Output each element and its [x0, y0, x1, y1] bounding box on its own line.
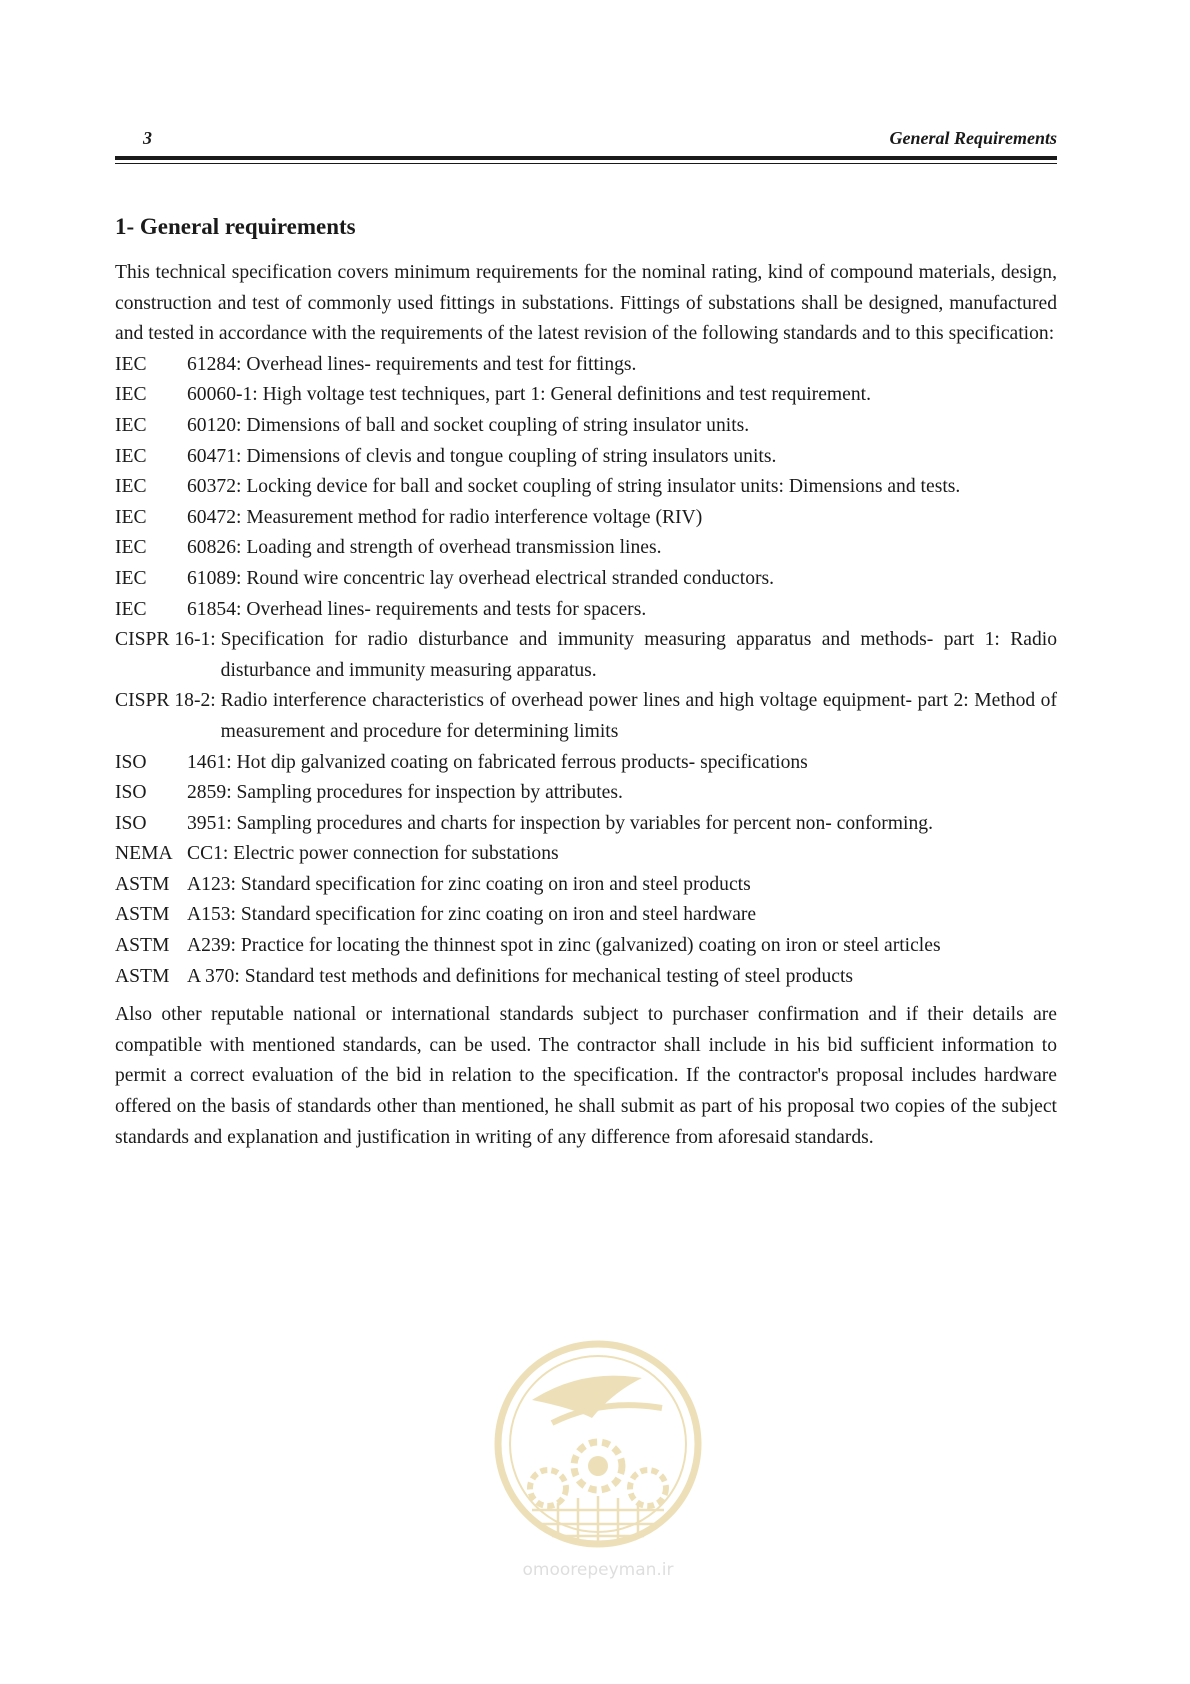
standard-org: ISO: [115, 751, 147, 773]
standard-org: ISO: [115, 812, 147, 834]
standard-text: CC1: Electric power connection for substations: [187, 843, 559, 865]
standard-text: A 370: Standard test methods and definitions for mechanical testing of steel products: [187, 965, 854, 987]
standard-org: IEC: [115, 537, 147, 559]
standard-text: 60372: Locking device for ball and socket coupling of string insulator units: Dimensions and tests.: [187, 476, 961, 498]
standard-org: IEC: [115, 445, 147, 467]
list-item: [115, 595, 1057, 626]
list-item: [115, 686, 1057, 747]
standard-text: 61089: Round wire concentric lay overhead electrical stranded conductors.: [187, 567, 775, 589]
standard-code: [169, 625, 220, 656]
standard-code-value: 18-2:: [174, 690, 216, 712]
list-item: [115, 931, 1057, 962]
document-body: [115, 258, 1057, 1153]
standard-text: A153: Standard specification for zinc coating on iron and steel hardware: [187, 904, 757, 926]
list-item: [115, 564, 1057, 595]
list-item: [115, 962, 1057, 993]
list-item: [115, 809, 1057, 840]
standard-org: IEC: [115, 384, 147, 406]
standard-org: IEC: [115, 414, 147, 436]
standard-org: IEC: [115, 506, 147, 528]
list-item: [115, 870, 1057, 901]
standard-org: ISO: [115, 782, 147, 804]
standard-text: Specification for radio disturbance and immunity measuring apparatus and methods- part 1: Radio disturbance and immunity measuring apparatus.: [220, 629, 1057, 681]
running-title: General Requirements: [889, 128, 1057, 148]
standard-text: A123: Standard specification for zinc coating on iron and steel products: [187, 873, 751, 895]
page-header: [115, 128, 1057, 154]
standard-text: 61854: Overhead lines- requirements and tests for spacers.: [187, 598, 647, 620]
standard-text: 60060-1: High voltage test techniques, part 1: General definitions and test requirement.: [187, 384, 871, 406]
list-item: [115, 625, 1057, 686]
list-item: [115, 839, 1057, 870]
list-item: [115, 778, 1057, 809]
standard-text: A239: Practice for locating the thinnest spot in zinc (galvanized) coating on iron or steel articles: [187, 935, 941, 957]
standard-org: IEC: [115, 598, 147, 620]
standard-org: ASTM: [115, 873, 170, 895]
list-item: [115, 900, 1057, 931]
standard-code-value: 16-1:: [174, 629, 216, 651]
list-item: [115, 533, 1057, 564]
standard-text: 2859: Sampling procedures for inspection by attributes.: [187, 782, 623, 804]
list-item: [115, 411, 1057, 442]
standard-org: CISPR: [115, 690, 170, 712]
standard-text: 3951: Sampling procedures and charts for inspection by variables for percent non- conforming.: [187, 812, 933, 834]
standard-text: 60471: Dimensions of clevis and tongue coupling of string insulators units.: [187, 445, 777, 467]
standard-text: 60472: Measurement method for radio interference voltage (RIV): [187, 506, 703, 528]
list-item: [115, 380, 1057, 411]
list-item: [115, 350, 1057, 381]
intro-paragraph: This technical specification covers minimum requirements for the nominal rating, kind of compound materials, design, construction and test of commonly used fittings in substations. Fittings of substations shall be designed, manufactured and tested in accordance with the requirements of the latest revision of the following standards and to this specification:: [115, 262, 1057, 345]
standard-code: [169, 686, 220, 717]
page-number: 3: [143, 128, 152, 148]
header-rule-thick: [115, 156, 1057, 160]
watermark-site-text: omoorepeyman.ir: [522, 1560, 674, 1580]
list-item: [115, 472, 1057, 503]
standard-text: 1461: Hot dip galvanized coating on fabricated ferrous products- specifications: [187, 751, 808, 773]
standard-text: 60120: Dimensions of ball and socket coupling of string insulator units.: [187, 414, 750, 436]
standard-org: ASTM: [115, 935, 170, 957]
closing-paragraph: Also other reputable national or international standards subject to purchaser confirmation and if their details are compatible with mentioned standards, can be used. The contractor shall include in his bid sufficient information to permit a correct evaluation of the bid in relation to the specification. If the contractor's proposal includes hardware offered on the basis of standards other than mentioned, he shall submit as part of his proposal two copies of the subject standards and explanation and justification in writing of any difference from aforesaid standards.: [115, 1004, 1057, 1148]
list-item: [115, 442, 1057, 473]
standard-text: Radio interference characteristics of overhead power lines and high voltage equipment- part 2: Method of measurement and procedure for determining limits: [220, 690, 1057, 742]
standard-org: NEMA: [115, 843, 173, 865]
standard-org: IEC: [115, 476, 147, 498]
list-item: [115, 748, 1057, 779]
watermark: [492, 1338, 704, 1600]
standard-org: IEC: [115, 567, 147, 589]
standard-text: 60826: Loading and strength of overhead transmission lines.: [187, 537, 662, 559]
header-rule-thin: [115, 163, 1057, 164]
standards-list: [115, 350, 1057, 992]
standard-text: 61284: Overhead lines- requirements and test for fittings.: [187, 353, 637, 375]
standard-org: ASTM: [115, 965, 170, 987]
list-item: [115, 503, 1057, 534]
standard-org: ASTM: [115, 904, 170, 926]
section-title: 1- General requirements: [115, 214, 356, 239]
standard-org: IEC: [115, 353, 147, 375]
omoorepeyman-logo-icon: [492, 1338, 704, 1550]
standard-org: CISPR: [115, 629, 170, 651]
